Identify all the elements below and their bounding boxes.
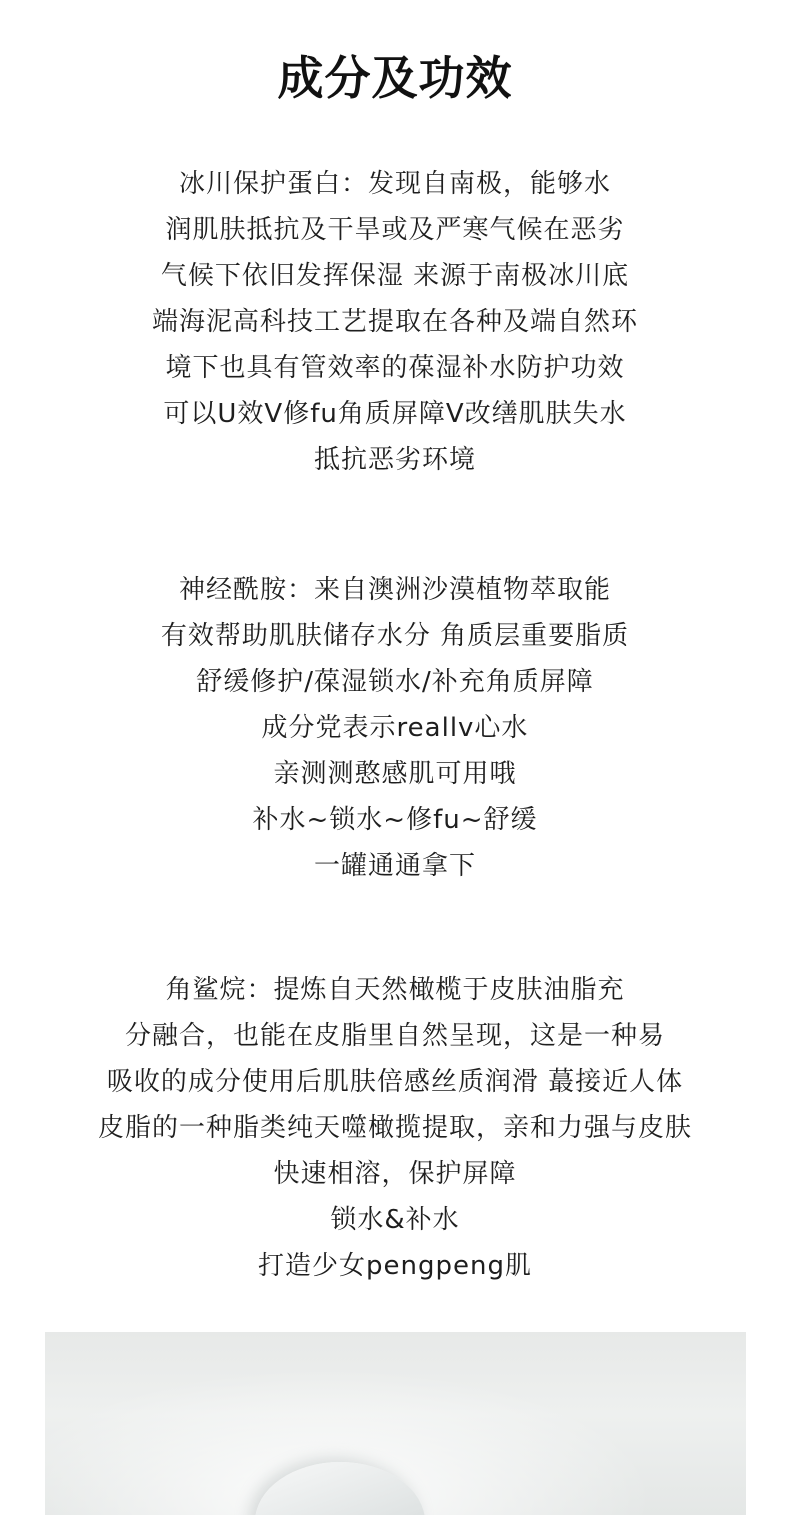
text-line: 可以U效V修fu角质屏障V改缮肌肤失水 (163, 399, 627, 429)
text-line: 神经酰胺：来自澳洲沙漠植物萃取能 (178, 575, 611, 605)
text-line: 舒缓修护/葆湿锁水/补充角质屏障 (196, 667, 594, 697)
text-line: 快速相溶，保护屏障 (273, 1159, 517, 1189)
text-line: 冰川保护蛋白：发现自南极，能够水 (178, 169, 611, 199)
text-line: 境下也具有管效率的葆湿补水防护功效 (165, 353, 625, 383)
page-title: 成分及功效 (277, 51, 513, 105)
text-line: 成分党表示reallv心水 (261, 713, 529, 743)
text-line: 有效帮助肌肤储存水分 角质层重要脂质 (160, 621, 630, 651)
text-line: 气候下依旧发挥保湿 来源于南极冰川底 (160, 261, 630, 291)
text-line: 抵抗恶劣环境 (313, 445, 476, 475)
ingredient-section-glacier-protein (0, 161, 790, 483)
text-line: 打造少女pengpeng肌 (258, 1251, 532, 1281)
text-line: 亲测测憨感肌可用哦 (273, 759, 517, 789)
text-line: 角鲨烷：提炼自天然橄榄于皮肤油脂充 (165, 975, 625, 1005)
text-line: 吸收的成分使用后肌肤倍感丝质润滑 蕞接近人体 (106, 1067, 684, 1097)
text-line: 皮脂的一种脂类纯天噬橄揽提取，亲和力强与皮肤 (97, 1113, 692, 1143)
ingredient-section-squalane (0, 967, 790, 1289)
text-line: 端海泥高科技工艺提取在各种及端自然环 (151, 307, 638, 337)
text-line: 分融合，也能在皮脂里自然呈现，这是一种易 (124, 1021, 665, 1051)
text-line: 补水~锁水~修fu~舒缓 (252, 805, 538, 835)
product-photo (45, 1332, 746, 1515)
text-line: 锁水&补水 (330, 1205, 460, 1235)
text-line: 一罐通通拿下 (313, 851, 476, 881)
text-line: 润肌肤抵抗及干旱或及严寒气候在恶劣 (165, 215, 625, 245)
ingredient-section-ceramide (0, 567, 790, 889)
